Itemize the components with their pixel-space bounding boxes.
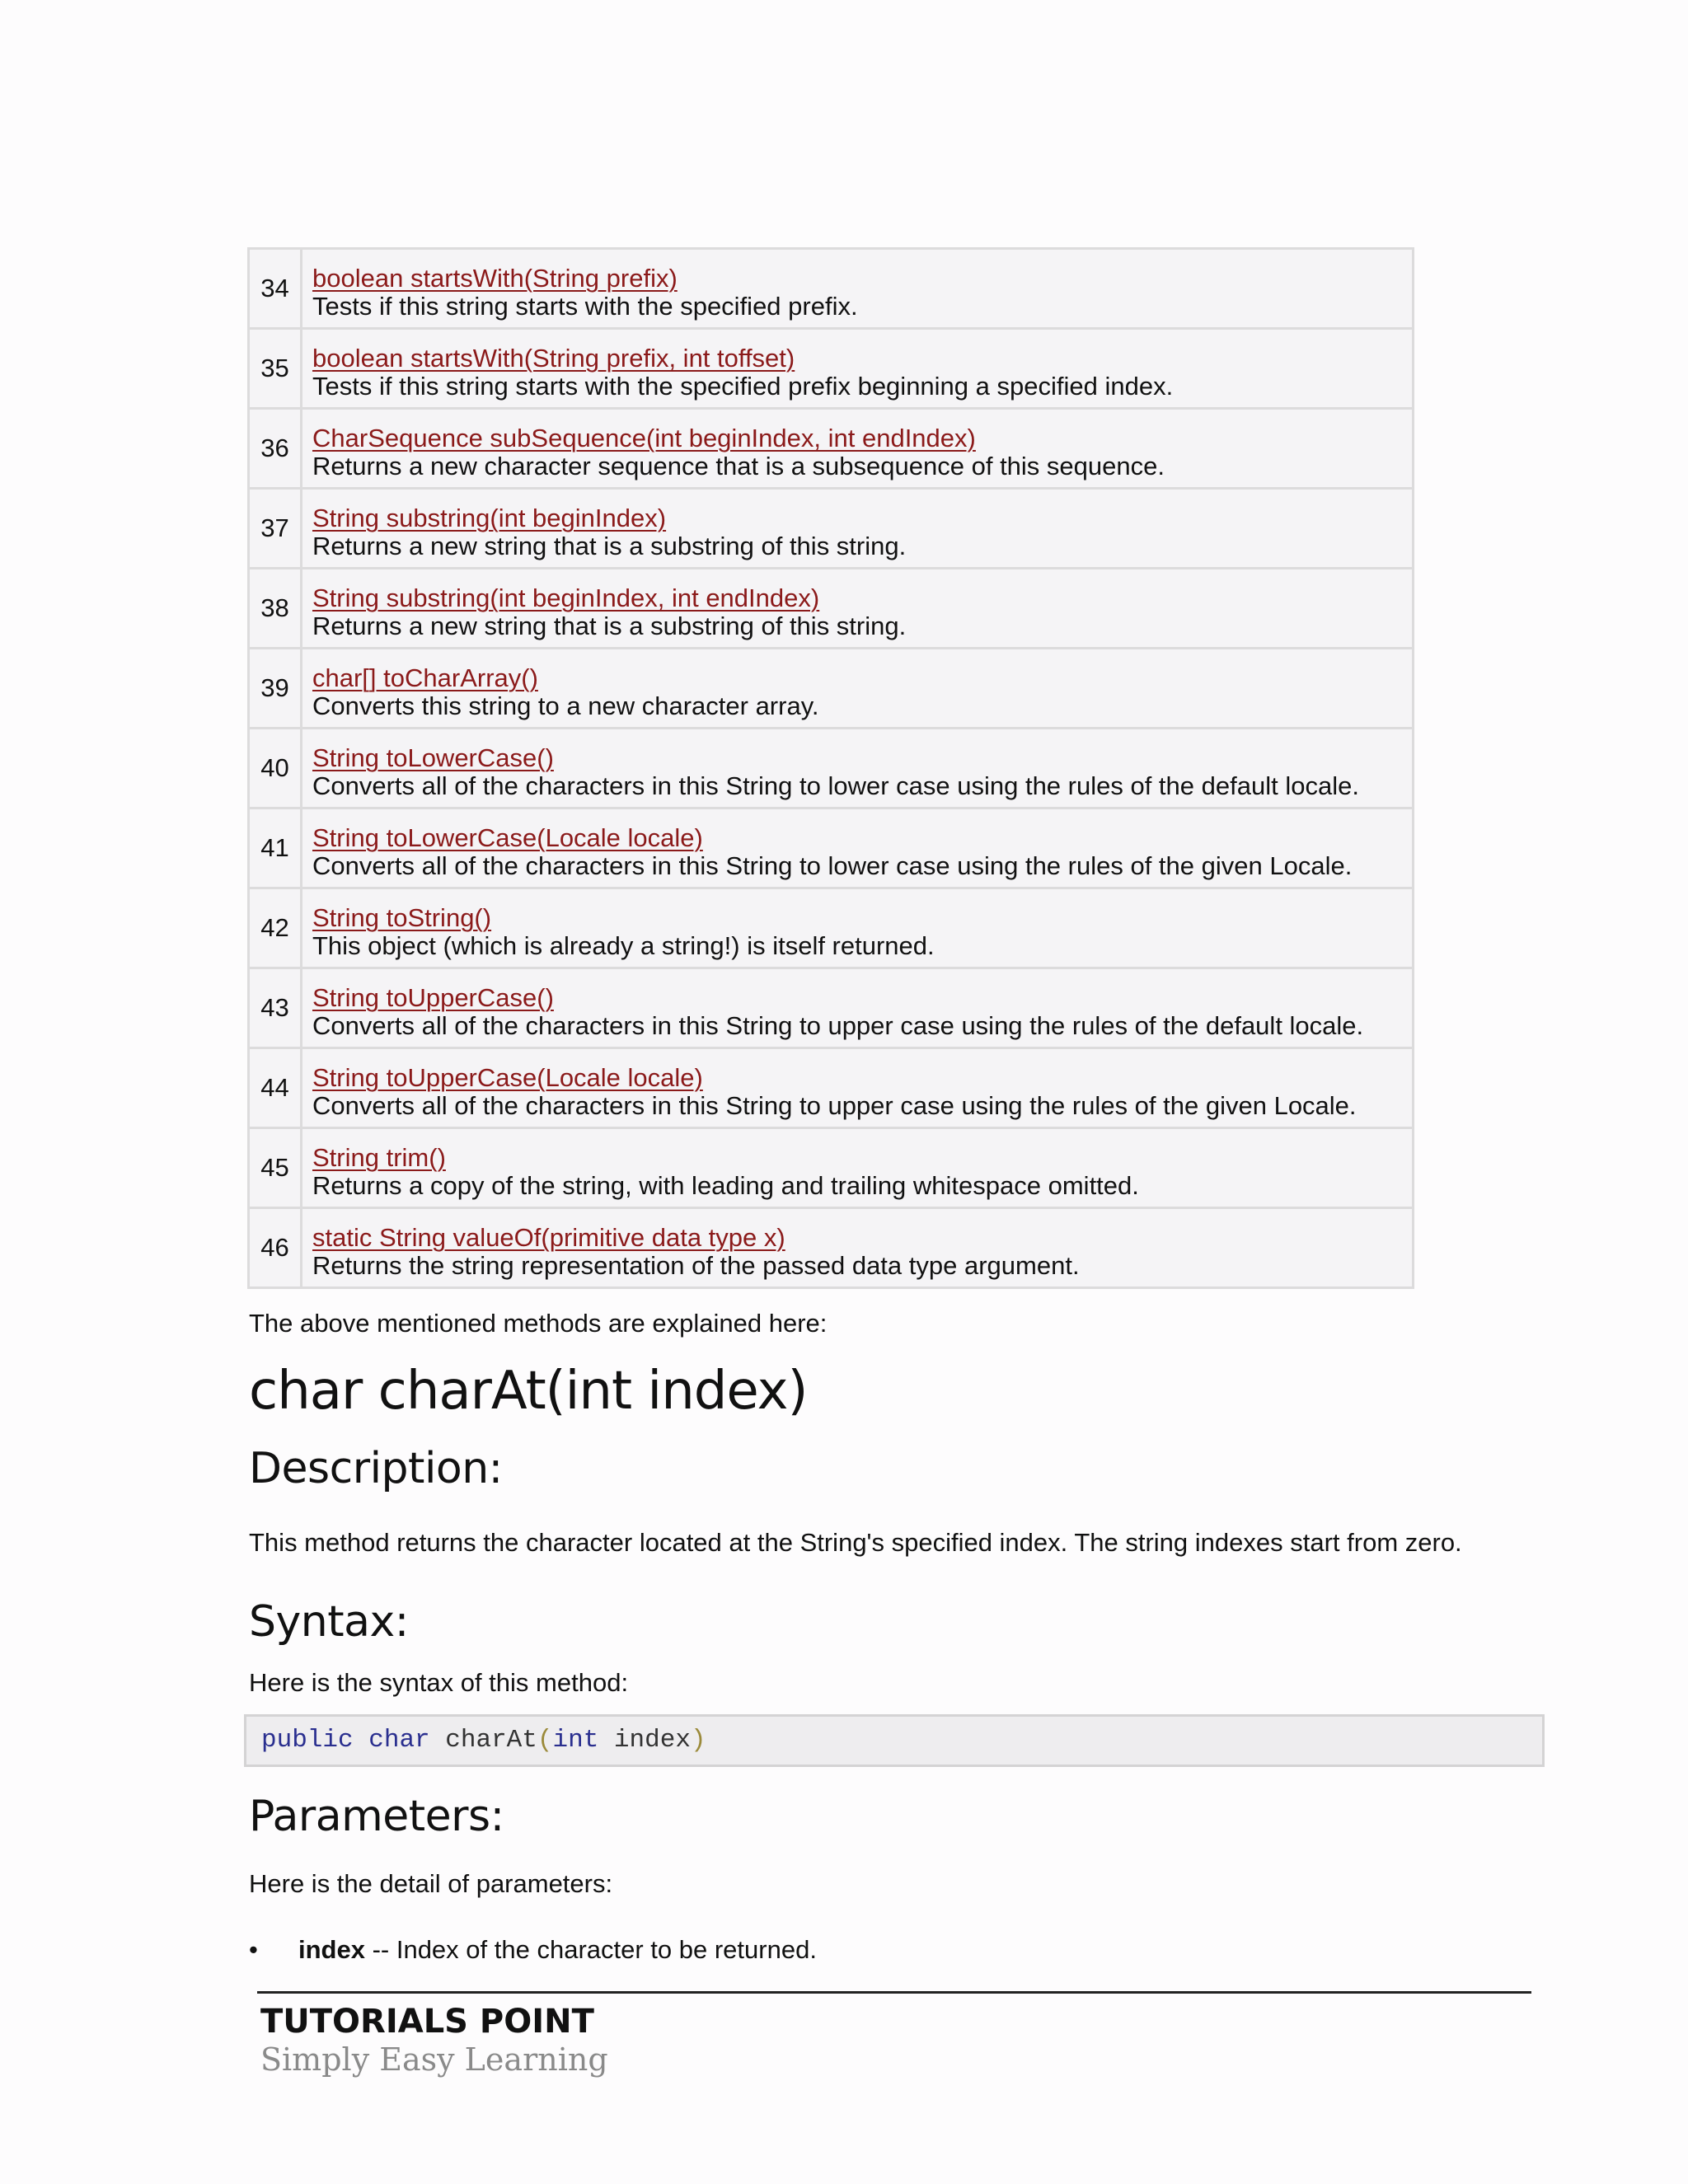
method-link[interactable]: char[] toCharArray() — [312, 663, 538, 692]
code-keyword: int — [552, 1726, 599, 1755]
method-link[interactable]: String toUpperCase(Locale locale) — [312, 1063, 703, 1092]
row-content — [302, 409, 1414, 489]
table-row — [249, 329, 1414, 409]
table-row — [249, 1208, 1414, 1288]
row-content — [302, 968, 1414, 1048]
method-description: Returns a new string that is a substring of this string. — [312, 612, 907, 640]
method-description: Converts all of the characters in this String to lower case using the rules of the given Locale. — [312, 851, 1353, 880]
table-row — [249, 1048, 1414, 1128]
row-content — [302, 888, 1414, 968]
method-link[interactable]: CharSequence subSequence(int beginIndex, int endIndex) — [312, 424, 976, 452]
row-number: 38 — [249, 569, 302, 649]
method-link[interactable]: String toLowerCase() — [312, 743, 554, 772]
table-row — [249, 649, 1414, 729]
row-content — [302, 1208, 1414, 1288]
syntax-heading: Syntax: — [249, 1597, 409, 1647]
method-heading: char charAt(int index) — [249, 1361, 808, 1422]
table-row — [249, 249, 1414, 329]
method-link[interactable]: boolean startsWith(String prefix) — [312, 264, 678, 293]
table-row — [249, 569, 1414, 649]
row-content — [302, 569, 1414, 649]
footer-tagline: Simply Easy Learning — [260, 2041, 608, 2078]
footer-divider — [257, 1991, 1531, 1994]
code-paren: ) — [690, 1726, 706, 1755]
code-method-name: charAt — [445, 1726, 537, 1755]
row-number: 34 — [249, 249, 302, 329]
method-description: Returns the string representation of the passed data type argument. — [312, 1251, 1080, 1280]
method-link[interactable]: String substring(int beginIndex) — [312, 504, 667, 532]
parameter-list-item — [249, 1935, 817, 1965]
row-number: 41 — [249, 808, 302, 888]
row-number: 39 — [249, 649, 302, 729]
method-description: Returns a copy of the string, with leading and trailing whitespace omitted. — [312, 1171, 1139, 1200]
table-row — [249, 888, 1414, 968]
row-content — [302, 249, 1414, 329]
method-link[interactable]: boolean startsWith(String prefix, int toffset) — [312, 344, 795, 373]
description-heading: Description: — [249, 1444, 503, 1493]
row-content — [302, 808, 1414, 888]
method-description: Converts all of the characters in this String to lower case using the rules of the default locale. — [312, 771, 1359, 800]
row-content — [302, 489, 1414, 569]
method-description: Converts all of the characters in this String to upper case using the rules of the default locale. — [312, 1011, 1364, 1040]
method-description: Converts all of the characters in this String to upper case using the rules of the given Locale. — [312, 1091, 1357, 1120]
row-number: 37 — [249, 489, 302, 569]
method-description: Tests if this string starts with the specified prefix. — [312, 292, 858, 321]
parameters-heading: Parameters: — [249, 1792, 504, 1841]
method-description: Returns a new string that is a substring of this string. — [312, 532, 907, 560]
table-row — [249, 409, 1414, 489]
row-number: 46 — [249, 1208, 302, 1288]
row-number: 44 — [249, 1048, 302, 1128]
method-description: Tests if this string starts with the specified prefix beginning a specified index. — [312, 372, 1174, 401]
method-description: Converts this string to a new character array. — [312, 691, 819, 720]
method-link[interactable]: String toUpperCase() — [312, 983, 554, 1012]
code-paren: ( — [537, 1726, 553, 1755]
bullet-icon: • — [249, 1935, 258, 1964]
row-content — [302, 649, 1414, 729]
parameters-text: Here is the detail of parameters: — [249, 1869, 613, 1898]
method-description: Returns a new character sequence that is a subsequence of this sequence. — [312, 452, 1165, 480]
methods-table-body — [249, 249, 1414, 1288]
code-param: index — [613, 1726, 691, 1755]
row-content — [302, 1048, 1414, 1128]
code-keyword: public — [261, 1726, 354, 1755]
method-link[interactable]: String toString() — [312, 903, 492, 932]
method-link[interactable]: String trim() — [312, 1143, 446, 1172]
row-content — [302, 729, 1414, 808]
methods-table — [247, 247, 1414, 1289]
method-description: This object (which is already a string!) is itself returned. — [312, 931, 935, 960]
row-number: 42 — [249, 888, 302, 968]
code-block — [244, 1714, 1545, 1767]
parameter-desc: -- Index of the character to be returned. — [364, 1935, 817, 1964]
table-row — [249, 729, 1414, 808]
syntax-text: Here is the syntax of this method: — [249, 1668, 629, 1697]
table-row — [249, 1128, 1414, 1208]
code-keyword: char — [368, 1726, 430, 1755]
table-row — [249, 808, 1414, 888]
footer-brand: TUTORIALS POINT — [260, 2003, 594, 2041]
table-row — [249, 968, 1414, 1048]
row-number: 43 — [249, 968, 302, 1048]
method-link[interactable]: String toLowerCase(Locale locale) — [312, 823, 703, 852]
row-number: 35 — [249, 329, 302, 409]
row-content — [302, 1128, 1414, 1208]
parameter-name: index — [298, 1935, 365, 1964]
intro-text: The above mentioned methods are explained here: — [249, 1309, 828, 1338]
row-number: 45 — [249, 1128, 302, 1208]
row-content — [302, 329, 1414, 409]
method-link[interactable]: String substring(int beginIndex, int endIndex) — [312, 583, 820, 612]
row-number: 36 — [249, 409, 302, 489]
row-number: 40 — [249, 729, 302, 808]
method-link[interactable]: static String valueOf(primitive data type x) — [312, 1223, 785, 1252]
description-text: This method returns the character located at the String's specified index. The string indexes start from zero. — [249, 1528, 1462, 1557]
table-row — [249, 489, 1414, 569]
